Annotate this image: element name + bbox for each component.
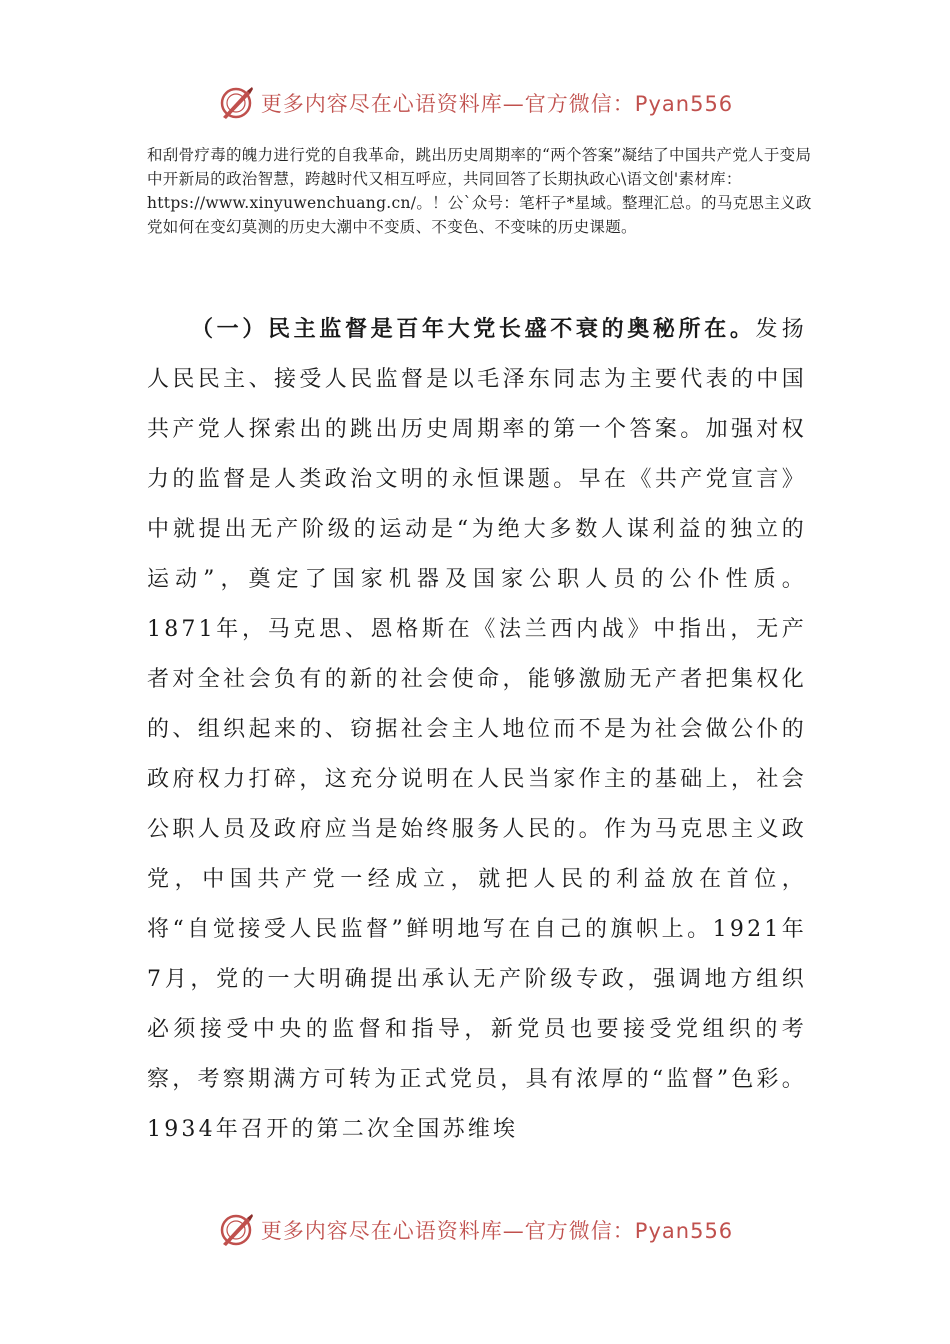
section-body: 发扬人民民主、接受人民监督是以毛泽东同志为主要代表的中国共产党人探索出的跳出历史周期率的第一个答案。加强对权力的监督是人类政治文明的永恒课题。早在《共产党宣言》中就提出无产阶级的运动是“为绝大多数人谋利益的独立的运动”，奠定了国家机器及国家公职人员的公仆性质。1871年，马克思、恩格斯在《法兰西内战》中指出，无产者对全社会负有的新的社会使命，能够激励无产者把集权化的、组织起来的、窃据社会主人地位而不是为社会做公仆的政府权力打碎，这充分说明在人民当家作主的基础上，社会公职人员及政府应当是始终服务人民的。作为马克思主义政党，中国共产党一经成立，就把人民的利益放在首位，将“自觉接受人民监督”鲜明地写在自己的旗帜上。1921年7月，党的一大明确提出承认无产阶级专政，强调地方组织必须接受中央的监督和指导，新党员也要接受党组织的考察，考察期满方可转为正式党员，具有浓厚的“监督”色彩。1934年召开的第二次全国苏维埃 (147, 317, 808, 1142)
pen-logo-icon (217, 84, 255, 122)
header-banner (0, 78, 950, 128)
intro-paragraph (147, 143, 827, 239)
pen-logo-icon (217, 1211, 255, 1249)
banner-text: 更多内容尽在心语资料库—官方微信：Pyan556 (260, 92, 734, 116)
banner-text: 更多内容尽在心语资料库—官方微信：Pyan556 (260, 1219, 734, 1243)
intro-text: 和刮骨疗毒的魄力进行党的自我革命，跳出历史周期率的“两个答案”凝结了中国共产党人于变局中开新局的政治智慧，跨越时代又相互呼应，共同回答了长期执政心\语文创'素材库：https://www.xinyuwenchuang.cn/。！公`众号：笔杆子*星域。整理汇总。的马克思主义政党如何在变幻莫测的历史大潮中不变质、不变色、不变味的历史课题。 (147, 146, 812, 236)
main-section (147, 305, 807, 1155)
footer-banner (0, 1205, 950, 1255)
section-paragraph (147, 305, 807, 1155)
section-heading: （一）民主监督是百年大党长盛不衰的奥秘所在。 (191, 317, 756, 342)
